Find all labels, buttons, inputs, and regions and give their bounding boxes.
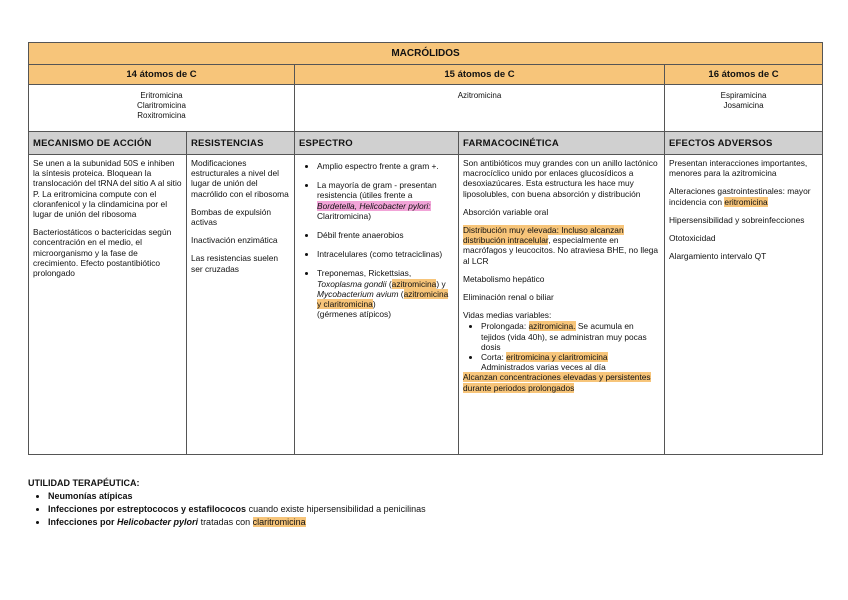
table-title: MACRÓLIDOS (29, 43, 823, 65)
espectro-item-1: • Amplio espectro frente a gram +. (317, 161, 454, 171)
vida-corta (481, 352, 660, 372)
espectro-item-5 (317, 268, 454, 319)
farmaco-text: Se acumula en tejidos (vida 40h), se administran muy pocas dosis (481, 321, 647, 352)
drug-azitromicina: Azitromicina (457, 91, 502, 100)
macrolidos-table-wrapper (28, 42, 822, 455)
utilidad-item-1 (48, 490, 426, 503)
highlight-bordetella: Bordetella, Helicobacter pylori: (317, 200, 431, 211)
mecanismo-cell (29, 155, 187, 455)
mecanismo-text-1: Se unen a la subunidad 50S e inhiben la síntesis proteica. Bloquean la translocación del tRNA del sitio A al sitio P. La eritromicina compute con el cloranfenicol y la clindamicina por el lugar de unión del ribosoma (33, 158, 182, 220)
farmaco-text: Prolongada: (481, 321, 529, 332)
atoms-14-header: 14 átomos de C (29, 65, 295, 85)
highlight-claritromicina: claritromicina (252, 517, 306, 527)
highlight-concentraciones: Alcanzan concentraciones elevadas y persistentes durante periodos prolongados (463, 372, 651, 393)
farmaco-text: Corta: (481, 352, 507, 363)
espectro-item-4: • Intracelulares (como tetraciclinas) (317, 249, 454, 259)
mycobacterium-text: Mycobacterium avium (317, 288, 399, 299)
utilidad-item-2 (48, 503, 426, 516)
efectos-text-5: Alargamiento intervalo QT (669, 251, 767, 262)
espectro-text: ) (372, 299, 376, 310)
farmaco-text-6: Vidas medias variables: (463, 310, 552, 321)
highlight-distribucion: Distribución muy elevada: Incluso alcanzan distribución intracelular (463, 225, 624, 246)
drug-josamicina: Josamicina (723, 101, 764, 110)
efectos-text-2 (669, 186, 818, 206)
toxoplasma-text: Toxoplasma gondii (317, 278, 387, 289)
header-farmacocinetica: FARMACOCINÉTICA (459, 132, 665, 155)
farmaco-text-2: Absorción variable oral (463, 206, 549, 217)
atoms-16-header: 16 átomos de C (665, 65, 823, 85)
drug-eritromicina: Eritromicina (140, 91, 183, 100)
espectro-text: Claritromicina) (317, 210, 371, 221)
espectro-text: La mayoría de gram - presentan resistencia (útiles frente a (317, 180, 437, 201)
espectro-list (299, 161, 454, 319)
espectro-text: ( (398, 288, 404, 299)
drugs-14 (29, 85, 295, 132)
farmaco-text-1: Son antibióticos muy grandes con un anillo lactónico macrocíclico unido por enlaces glucosídicos a desoxiazúcares. Esta estructura les hace muy liposolubles, con buena absorción y distribución (463, 158, 658, 199)
efectos-text-1: Presentan interacciones importantes, menores para la azitromicina (669, 158, 808, 179)
drugs-15 (295, 85, 665, 132)
utilidad-text: cuando existe hipersensibilidad a penicilinas (246, 504, 426, 514)
header-mecanismo: MECANISMO DE ACCIÓN (29, 132, 187, 155)
highlight-eri-clari: eritromicina y claritromicina (506, 352, 608, 363)
utilidad-text: Infecciones por estreptococos y estafilococos (48, 504, 247, 514)
atoms-15-header: 15 átomos de C (295, 65, 665, 85)
vida-prolongada (481, 321, 660, 352)
highlight-azi-clari: azitromicina y claritromicina (317, 288, 449, 310)
espectro-item-2 (317, 180, 454, 221)
utilidad-section (28, 477, 426, 529)
utilidad-item-3 (48, 516, 426, 529)
drug-claritromicina: Claritromicina (137, 101, 186, 110)
espectro-item-3: • Débil frente anaerobios (317, 230, 454, 240)
efectos-text: Alteraciones gastrointestinales: mayor incidencia con (669, 186, 811, 207)
resistencia-2: Bombas de expulsión activas (191, 206, 272, 228)
macrolidos-table (28, 42, 823, 455)
espectro-text: ( (386, 278, 392, 289)
germenes-atipicos: (gérmenes atípicos) (317, 309, 392, 320)
drug-espiramicina: Espiramicina (720, 91, 767, 100)
drug-roxitromicina: Roxitromicina (137, 111, 186, 120)
espectro-text: ) y (436, 278, 446, 289)
header-resistencias: RESISTENCIAS (187, 132, 295, 155)
farmaco-text-5: Eliminación renal o biliar (463, 292, 554, 303)
utilidad-text: tratadas con (198, 517, 253, 527)
resistencia-3: Inactivación enzimática (191, 235, 278, 246)
farmaco-text: Administrados varias veces al día (481, 362, 606, 373)
utilidad-list (28, 490, 426, 529)
efectos-text-3: Hipersensibilidad y sobreinfecciones (669, 214, 805, 225)
efectos-cell (665, 155, 823, 455)
utilidad-title: UTILIDAD TERAPÉUTICA: (28, 478, 140, 488)
utilidad-text: Helicobacter pylori (117, 517, 199, 527)
espectro-text: Treponemas, Rickettsias, (317, 268, 412, 279)
espectro-cell (295, 155, 459, 455)
efectos-text-4: Ototoxicidad (669, 233, 716, 244)
drugs-16 (665, 85, 823, 132)
farmacocinetica-cell (459, 155, 665, 455)
farmaco-text-3 (463, 225, 660, 266)
utilidad-text: Infecciones por (48, 517, 118, 527)
resistencia-4: Las resistencias suelen ser cruzadas (191, 253, 279, 274)
resistencias-cell (187, 155, 295, 455)
farmaco-text-4: Metabolismo hepático (463, 273, 545, 284)
mecanismo-text-2: Bacteriostáticos o bactericidas según concentración en el medio, el microorganismo y la fase de crecimiento. Efecto postantibiótico prolongado (33, 227, 172, 279)
utilidad-text: Neumonías atípicas (48, 491, 133, 501)
farmaco-text: , especialmente en macrófagos y leucocitos. No atraviesa BHE, no llega al LCR (463, 235, 659, 266)
highlight-azitromicina-2: azitromicina. (528, 321, 576, 332)
highlight-azitromicina: azitromicina (391, 278, 437, 289)
vidas-medias-list (463, 321, 660, 372)
resistencia-1: Modificaciones estructurales a nivel del lugar de unión del macrólido con el ribosoma (191, 158, 289, 199)
header-espectro: ESPECTRO (295, 132, 459, 155)
header-efectos: EFECTOS ADVERSOS (665, 132, 823, 155)
highlight-eritromicina: eritromicina (724, 196, 768, 207)
